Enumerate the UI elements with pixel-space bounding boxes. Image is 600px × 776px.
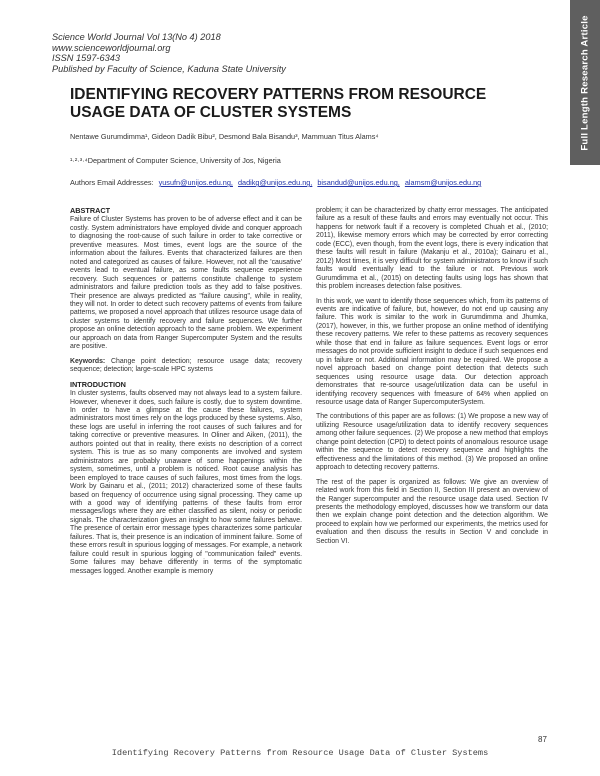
- abstract-text: Failure of Cluster Systems has proven to be of adverse effect and it can be costly. System administrators have employed divide and conquer approach to diagnosing the root-cause of such failure in order to take corrective or preventive measures. Most times, event logs are the source of the information about the failures. Events that characterized failures are then noted and categorized as causes of failure. However, not all the 'causative' events lead to eventual failure, as some faults sequence experience recovery. Such sequences or patterns constitute challenge to system administrators and failure prediction tools as they add to false positives. Their presence are always predicted as "failure causing", while in reality, they will not. In order to detect such recovery patterns of events from failure patterns, we proposed a novel approach that utilizes resource usage data of cluster systems to identify recovery and failure sequences. We further propose an online detection approach to the same problem. We experiment our approach on data from Ranger Supercomputer System and the results are positive.: [70, 216, 302, 351]
- email-link[interactable]: yusufn@unijos.edu.ng,: [158, 178, 233, 187]
- journal-website: www.scienceworldjournal.org: [52, 42, 171, 53]
- keywords: [70, 358, 302, 375]
- running-footer: Identifying Recovery Patterns from Resource Usage Data of Cluster Systems: [111, 748, 489, 758]
- body-paragraph: The contributions of this paper are as follows: (1) We propose a new way of utilizing Resource usage/utilization data to identify recovery sequences among other failure sequences. (2) We propose a new method that employs change point detection (CPD) to detect points of anomalous resource usage within the sequence to detect recovery sequence and highlights the effectiveness and the limitations of this method. (3) We proposed an online approach to detecting recovery patterns.: [316, 413, 548, 472]
- keywords-text: Change point detection; resource usage data; recovery sequence; detection; large-scale HPC systems: [70, 357, 302, 374]
- author-list: Nentawe Gurumdimma¹, Gideon Dadik Bibu², Desmond Bala Bisandu³, Mammuan Titus Alams⁴: [70, 132, 379, 141]
- paper-title: IDENTIFYING RECOVERY PATTERNS FROM RESOURCE USAGE DATA OF CLUSTER SYSTEMS: [70, 86, 487, 121]
- journal-publisher: Published by Faculty of Science, Kaduna State University: [52, 63, 286, 74]
- journal-header: [52, 32, 492, 74]
- right-column: [316, 207, 548, 552]
- introduction-text: In cluster systems, faults observed may not always lead to a system failure. However, whenever it does, such failure is costly, due to system downtime. In order to have a glimpse at the cause these failures, system administrators most times rely on the logs produced by these systems. Also, these logs are useful in inferring the root causes of such failures and for taking corrective or preventive measures. In Oliner and Aiken, (2011), the authors pointed out that in reality, there exists no description of a correct system. This is true as so many components are involved and system administrators are probably unaware of some happenings within the system, sometimes, until a problem is noticed. Root cause analysis has been employed to trace causes of such failures, most times from the logs. Work by Gainaru et al., (2011; 2012) characterized some of these faults based on frequency of occurrence using signal processing. They came up with a good way of identifying patterns of these faults from error messages/logs where they are either classified as silent, noisy or periodic signals. The characterization gives an insight to how some failures behave. The presence of certain error message types characterizes some particular failures. That is, their presence is an indication of imminent failure. Some of these errors result in spurious logging of messages. For example, a network failure could result in spurious logging of "communication failed" events. Some failures may behave differently in terms of the symptomatic messages logged. Another example is memory: [70, 390, 302, 575]
- page-number: 87: [538, 735, 547, 744]
- abstract-heading: ABSTRACT: [70, 206, 111, 215]
- article-type-label: Full Length Research Article: [579, 14, 591, 151]
- left-column: [70, 207, 302, 582]
- email-link[interactable]: alamsm@unijos.edu.ng: [404, 178, 482, 187]
- author-emails: [70, 178, 481, 187]
- journal-name: Science World Journal Vol 13(No 4) 2018: [52, 32, 221, 42]
- body-paragraph: The rest of the paper is organized as follows: We give an overview of related work from this field in Section II, Section III present an overview of the Ranger supercomputer and the resource usage data used. Section IV presents the methodology employed, discusses how we transform our data then we explain change point detection and the detection algorithm. We proceed to explain how we performed our experiments, the metrics used for evaluation and then discuss the results in Section V and conclude in Section VI.: [316, 478, 548, 545]
- email-link[interactable]: dadikg@unijos.edu.ng,: [237, 178, 313, 187]
- emails-label: Authors Email Addresses:: [70, 178, 154, 187]
- journal-issn: ISSN 1597-6343: [52, 53, 120, 63]
- body-paragraph: In this work, we want to identify those sequences which, from its patterns of events are indicative of failure, but, however, do not end up causing any failure. This work is similar to the work in Gurumdimma and Jhumka, (2017), however, in this, we further propose an online method of identifying these recovery patterns. We refer to these patterns as recovery sequences while those that end in failure as failure sequences. Event logs or error messages do not provide sufficient insight to deduce if such sequences end up in failure or not. Additional information may be required. We propose a novel approach based on change point detection that detects such sequences using resource usage data. Our detection approach demonstrates that re-source usage/utilization data can be useful in identifying recovery sequences with fmeasure of 64% when applied on resource usage data of Ranger SupercomputerSystem.: [316, 297, 548, 406]
- introduction-heading: INTRODUCTION: [70, 379, 126, 389]
- body-paragraph: problem; it can be characterized by chatty error messages. The anticipated failure as a result of these faults and errors may eventually not occur. This happens for network fault if a recovery is completed Chuah et al., (2010; 2011), likewise memory errors which may be corrected by error correcting code (ECC), even though, from the event logs, there is every indication that these faults will result in failure (Makanju et al., 2010a); Gainaru et al., 2012) Most times, it is very difficult for system administrators to know if such faults would eventually lead to the failure or not. Previous work Gurumdimma et al., (2015) on detecting faults using logs has shown that this problem increases detection false positives.: [316, 207, 548, 291]
- email-link[interactable]: bisandud@unijos.edu.ng,: [317, 178, 400, 187]
- article-type-tab: [570, 0, 600, 165]
- keywords-label: Keywords:: [70, 357, 106, 365]
- affiliation: ¹·²·³·⁴Department of Computer Science, University of Jos, Nigeria: [70, 156, 281, 165]
